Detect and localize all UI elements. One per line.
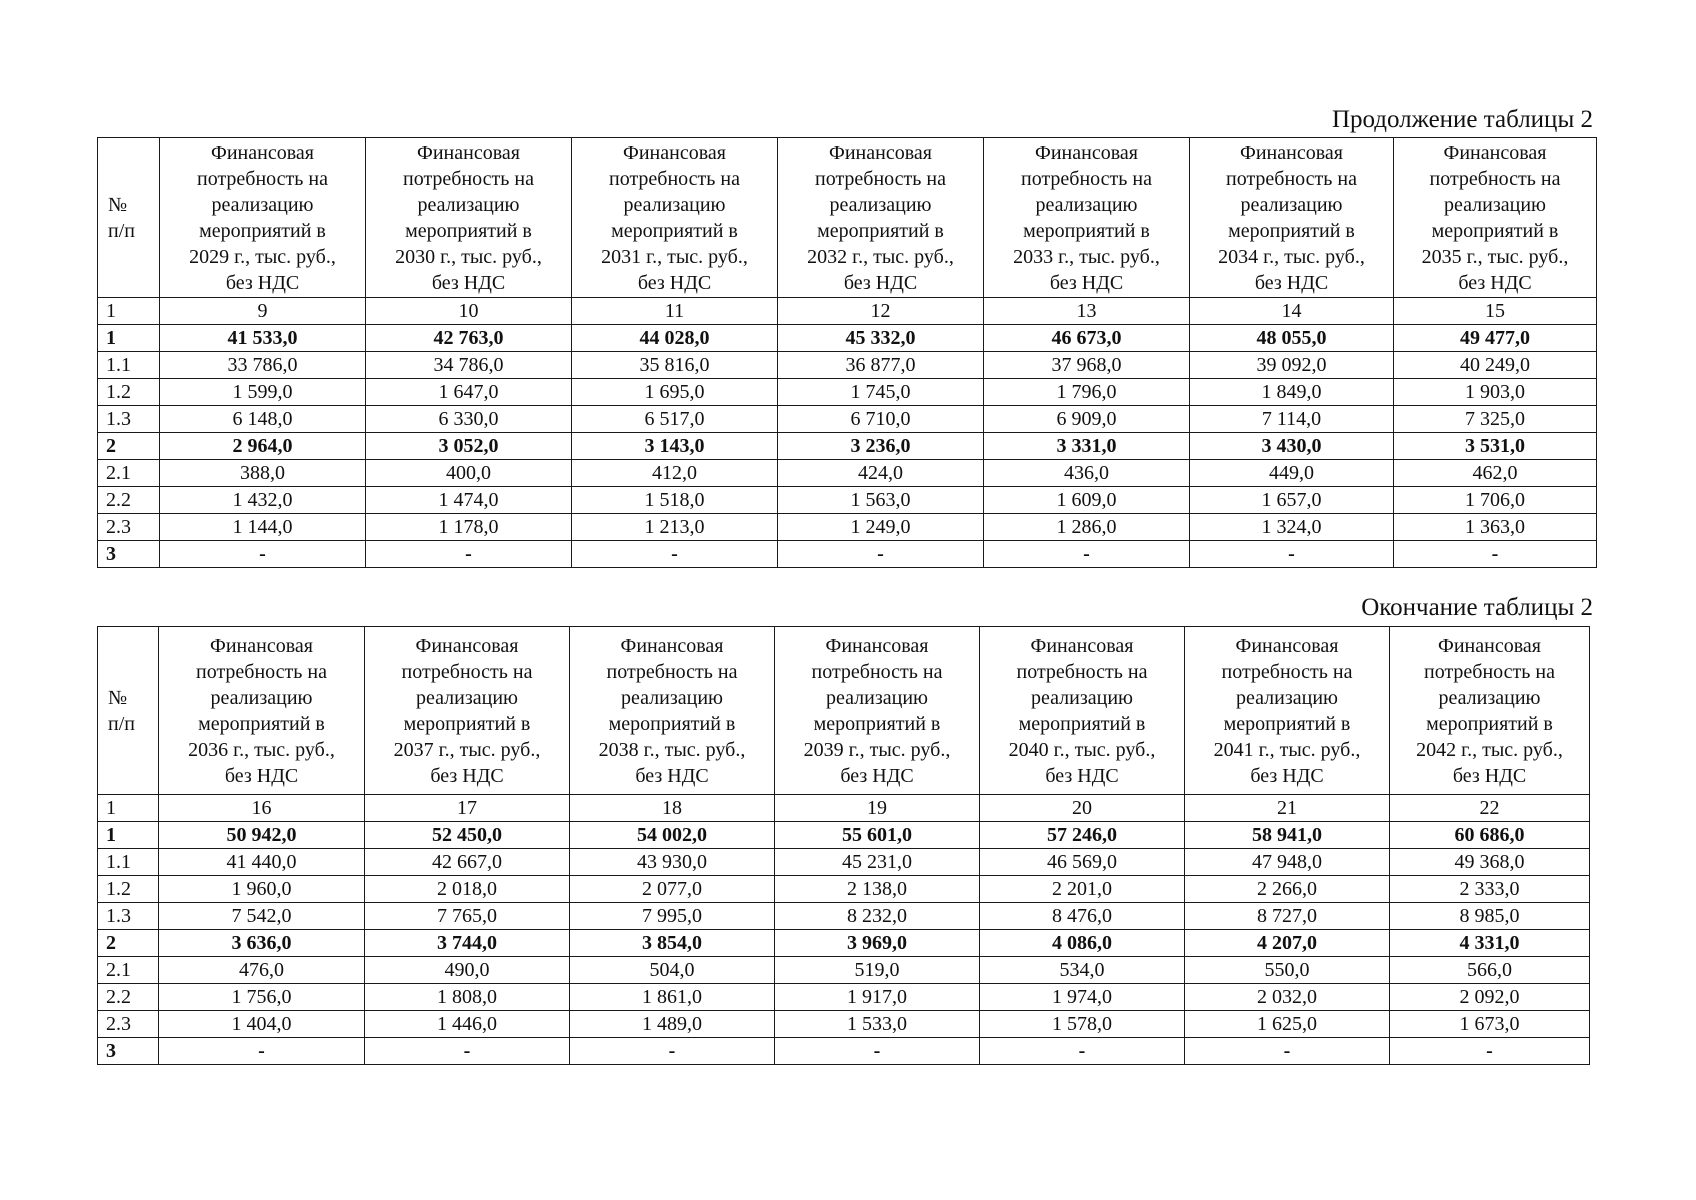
row-number-cell: 1 [98,822,159,849]
header-line: мероприятий в [1223,712,1351,735]
header-line: реализацию [829,193,932,216]
value-cell: 1 533,0 [775,1011,980,1038]
header-line: 2040 г., тыс. руб., [1008,738,1156,761]
value-cell: 1 808,0 [365,984,570,1011]
column-index-cell: 1 [98,298,160,325]
column-index-cell: 9 [160,298,366,325]
header-cell [775,627,980,795]
header-line: реализацию [1438,686,1541,709]
value-cell: 6 517,0 [572,406,778,433]
value-cell: 1 178,0 [366,514,572,541]
value-cell: 1 706,0 [1394,487,1597,514]
value-cell: 1 249,0 [778,514,984,541]
value-cell: 2 077,0 [570,876,775,903]
header-line: потребность на [1429,167,1561,190]
column-index-cell: 11 [572,298,778,325]
value-cell: - [572,541,778,568]
column-index-cell: 15 [1394,298,1597,325]
header-line: без НДС [840,764,914,787]
value-cell: 1 756,0 [159,984,365,1011]
header-line: п/п [108,219,135,242]
header-line: Финансовая [210,634,313,657]
value-cell: 534,0 [980,957,1185,984]
header-line: потребность на [1021,167,1152,190]
value-cell: - [570,1038,775,1065]
table-row [98,379,1597,406]
value-cell: 57 246,0 [980,822,1185,849]
row-number-cell: 1 [98,325,160,352]
value-cell: 33 786,0 [160,352,366,379]
header-line: реализацию [826,686,928,709]
value-cell: 8 985,0 [1390,903,1590,930]
value-cell: 1 974,0 [980,984,1185,1011]
header-cell [984,138,1190,298]
value-cell: - [1390,1038,1590,1065]
value-cell: 3 331,0 [984,433,1190,460]
header-line: 2036 г., тыс. руб., [188,738,335,761]
column-index-cell: 18 [570,795,775,822]
value-cell: 44 028,0 [572,325,778,352]
table-row [98,433,1597,460]
financial-table-ending [97,626,1590,1065]
row-number-cell: 3 [98,1038,159,1065]
value-cell: 1 849,0 [1190,379,1394,406]
header-line: п/п [108,712,135,735]
value-cell: 462,0 [1394,460,1597,487]
header-line: мероприятий в [198,712,325,735]
value-cell: 47 948,0 [1185,849,1390,876]
value-cell: - [159,1038,365,1065]
header-cell [159,627,365,795]
value-cell: 55 601,0 [775,822,980,849]
value-cell: 1 432,0 [160,487,366,514]
header-line: мероприятий в [813,712,941,735]
header-row [98,138,1597,298]
header-line: Финансовая [623,141,726,164]
value-cell: 45 332,0 [778,325,984,352]
header-line: Финансовая [1240,141,1343,164]
value-cell: 46 569,0 [980,849,1185,876]
value-cell: 1 917,0 [775,984,980,1011]
row-number-cell: 1.2 [98,876,159,903]
table-row [98,876,1590,903]
header-cell [365,627,570,795]
column-index-cell: 22 [1390,795,1590,822]
value-cell: 424,0 [778,460,984,487]
value-cell: 2 333,0 [1390,876,1590,903]
header-cell-number [98,138,160,298]
column-index-row [98,298,1597,325]
header-line: без НДС [1458,271,1532,294]
value-cell: 3 744,0 [365,930,570,957]
value-cell: - [1190,541,1394,568]
header-cell [1190,138,1394,298]
table-row [98,1038,1590,1065]
header-line: Финансовая [415,634,519,657]
value-cell: 2 266,0 [1185,876,1390,903]
header-line: Финансовая [620,634,724,657]
column-index-cell: 10 [366,298,572,325]
header-line: мероприятий в [611,219,738,242]
value-cell: - [778,541,984,568]
header-line: 2034 г., тыс. руб., [1218,245,1365,268]
header-line: Финансовая [1030,634,1134,657]
row-number-cell: 3 [98,541,160,568]
value-cell: 1 489,0 [570,1011,775,1038]
column-index-cell: 14 [1190,298,1394,325]
header-line: реализацию [621,686,723,709]
header-line: реализацию [417,193,520,216]
header-line: мероприятий в [1431,219,1559,242]
header-line: реализацию [623,193,726,216]
financial-table-continuation [97,137,1597,568]
header-line: без НДС [1250,764,1324,787]
column-index-row [98,795,1590,822]
value-cell: 2 138,0 [775,876,980,903]
row-number-cell: 1.3 [98,903,159,930]
header-line: реализацию [210,686,313,709]
value-cell: 1 446,0 [365,1011,570,1038]
value-cell: 1 599,0 [160,379,366,406]
value-cell: 1 324,0 [1190,514,1394,541]
header-line: Финансовая [1035,141,1138,164]
table-row [98,541,1597,568]
value-cell: 1 647,0 [366,379,572,406]
value-cell: - [160,541,366,568]
value-cell: 1 673,0 [1390,1011,1590,1038]
value-cell: 1 578,0 [980,1011,1185,1038]
table-row [98,514,1597,541]
header-line: реализацию [1444,193,1546,216]
header-cell [1394,138,1597,298]
value-cell: 40 249,0 [1394,352,1597,379]
header-line: 2029 г., тыс. руб., [189,245,336,268]
header-line: потребность на [609,167,740,190]
value-cell: 41 440,0 [159,849,365,876]
value-cell: 4 086,0 [980,930,1185,957]
header-line: № [108,686,128,709]
table-row [98,957,1590,984]
header-cell [160,138,366,298]
value-cell: 6 909,0 [984,406,1190,433]
row-number-cell: 2 [98,930,159,957]
header-line: мероприятий в [405,219,532,242]
header-line: 2038 г., тыс. руб., [598,738,746,761]
header-line: потребность на [401,660,533,683]
value-cell: 8 232,0 [775,903,980,930]
value-cell: 41 533,0 [160,325,366,352]
header-line: без НДС [637,271,712,294]
header-cell [1390,627,1590,795]
header-line: 2030 г., тыс. руб., [395,245,542,268]
column-index-cell: 16 [159,795,365,822]
table-row [98,1011,1590,1038]
value-cell: - [365,1038,570,1065]
row-number-cell: 2.2 [98,984,159,1011]
value-cell: 1 695,0 [572,379,778,406]
header-line: мероприятий в [1023,219,1150,242]
value-cell: 8 476,0 [980,903,1185,930]
value-cell: 3 969,0 [775,930,980,957]
row-number-cell: 1.1 [98,849,159,876]
column-index-cell: 19 [775,795,980,822]
header-line: мероприятий в [608,712,736,735]
column-index-cell: 13 [984,298,1190,325]
header-line: без НДС [1452,764,1527,787]
value-cell: 550,0 [1185,957,1390,984]
value-cell: 1 625,0 [1185,1011,1390,1038]
value-cell: 6 330,0 [366,406,572,433]
value-cell: 1 657,0 [1190,487,1394,514]
value-cell: 4 207,0 [1185,930,1390,957]
header-line: 2032 г., тыс. руб., [807,245,954,268]
header-line: 2033 г., тыс. руб., [1013,245,1160,268]
header-line: без НДС [225,271,300,294]
value-cell: 8 727,0 [1185,903,1390,930]
row-number-cell: 1.3 [98,406,160,433]
value-cell: - [1394,541,1597,568]
value-cell: 412,0 [572,460,778,487]
row-number-cell: 2.3 [98,514,160,541]
header-line: 2035 г., тыс. руб., [1421,245,1569,268]
value-cell: 1 518,0 [572,487,778,514]
row-number-cell: 1.2 [98,379,160,406]
value-cell: 490,0 [365,957,570,984]
header-line: реализацию [1035,193,1138,216]
value-cell: 388,0 [160,460,366,487]
value-cell: 449,0 [1190,460,1394,487]
header-line: реализацию [416,686,518,709]
table-row [98,903,1590,930]
value-cell: 49 477,0 [1394,325,1597,352]
table-row [98,460,1597,487]
value-cell: 1 286,0 [984,514,1190,541]
header-line: потребность на [815,167,946,190]
value-cell: 3 636,0 [159,930,365,957]
value-cell: 3 854,0 [570,930,775,957]
value-cell: 504,0 [570,957,775,984]
value-cell: 1 363,0 [1394,514,1597,541]
value-cell: 2 018,0 [365,876,570,903]
row-number-cell: 2.1 [98,957,159,984]
header-line: потребность на [197,167,328,190]
header-line: реализацию [1236,686,1338,709]
header-line: Финансовая [829,141,932,164]
table-row [98,849,1590,876]
value-cell: 1 903,0 [1394,379,1597,406]
value-cell: 3 531,0 [1394,433,1597,460]
header-line: Финансовая [1235,634,1339,657]
table-row [98,930,1590,957]
value-cell: 1 960,0 [159,876,365,903]
header-line: без НДС [224,764,299,787]
value-cell: 3 143,0 [572,433,778,460]
header-cell [1185,627,1390,795]
value-cell: 1 213,0 [572,514,778,541]
header-line: Финансовая [1438,634,1541,657]
value-cell: 1 745,0 [778,379,984,406]
table-row [98,984,1590,1011]
header-line: мероприятий в [817,219,944,242]
table-row [98,487,1597,514]
header-line: потребность на [606,660,738,683]
value-cell: 3 052,0 [366,433,572,460]
header-line: мероприятий в [403,712,531,735]
value-cell: 54 002,0 [570,822,775,849]
value-cell: 3 430,0 [1190,433,1394,460]
value-cell: 7 995,0 [570,903,775,930]
value-cell: 6 710,0 [778,406,984,433]
value-cell: 2 201,0 [980,876,1185,903]
value-cell: 60 686,0 [1390,822,1590,849]
header-line: потребность на [811,660,943,683]
value-cell: 35 816,0 [572,352,778,379]
column-index-cell: 17 [365,795,570,822]
value-cell: 519,0 [775,957,980,984]
value-cell: - [980,1038,1185,1065]
value-cell: 476,0 [159,957,365,984]
header-line: потребность на [1016,660,1148,683]
header-line: без НДС [431,271,506,294]
header-line: потребность на [1226,167,1357,190]
header-line: 2039 г., тыс. руб., [803,738,951,761]
value-cell: 1 861,0 [570,984,775,1011]
header-line: без НДС [1049,271,1124,294]
header-line: 2041 г., тыс. руб., [1213,738,1361,761]
header-line: Финансовая [417,141,520,164]
column-index-cell: 12 [778,298,984,325]
header-cell [980,627,1185,795]
header-line: без НДС [635,764,709,787]
header-line: мероприятий в [1228,219,1355,242]
column-index-cell: 20 [980,795,1185,822]
header-line: без НДС [843,271,918,294]
header-cell [570,627,775,795]
value-cell: 400,0 [366,460,572,487]
header-line: Финансовая [1443,141,1547,164]
value-cell: 7 542,0 [159,903,365,930]
header-line: Финансовая [825,634,929,657]
row-number-cell: 2.2 [98,487,160,514]
header-line: мероприятий в [199,219,326,242]
value-cell: 46 673,0 [984,325,1190,352]
value-cell: - [984,541,1190,568]
value-cell: 49 368,0 [1390,849,1590,876]
header-line: потребность на [1221,660,1353,683]
table-row [98,325,1597,352]
value-cell: 2 964,0 [160,433,366,460]
header-line: 2031 г., тыс. руб., [601,245,748,268]
row-number-cell: 2.3 [98,1011,159,1038]
header-cell-number [98,627,159,795]
row-number-cell: 1.1 [98,352,160,379]
value-cell: 39 092,0 [1190,352,1394,379]
column-index-cell: 21 [1185,795,1390,822]
header-line: реализацию [211,193,314,216]
value-cell: - [775,1038,980,1065]
header-line: Финансовая [211,141,314,164]
header-cell [778,138,984,298]
value-cell: 37 968,0 [984,352,1190,379]
value-cell: 6 148,0 [160,406,366,433]
header-line: 2037 г., тыс. руб., [393,738,541,761]
row-number-cell: 2 [98,433,160,460]
table-caption-ending: Окончание таблицы 2 [1361,594,1593,621]
value-cell: 7 765,0 [365,903,570,930]
value-cell: 1 563,0 [778,487,984,514]
header-line: реализацию [1031,686,1133,709]
table-row [98,406,1597,433]
value-cell: 7 114,0 [1190,406,1394,433]
column-index-cell: 1 [98,795,159,822]
header-line: потребность на [1424,660,1555,683]
header-cell [572,138,778,298]
value-cell: 3 236,0 [778,433,984,460]
value-cell: 45 231,0 [775,849,980,876]
header-cell [366,138,572,298]
value-cell: 1 474,0 [366,487,572,514]
value-cell: 7 325,0 [1394,406,1597,433]
value-cell: 4 331,0 [1390,930,1590,957]
header-line: без НДС [1254,271,1329,294]
value-cell: 36 877,0 [778,352,984,379]
value-cell: 566,0 [1390,957,1590,984]
header-line: без НДС [1045,764,1119,787]
value-cell: 1 404,0 [159,1011,365,1038]
value-cell: 52 450,0 [365,822,570,849]
value-cell: 58 941,0 [1185,822,1390,849]
value-cell: 1 609,0 [984,487,1190,514]
value-cell: 436,0 [984,460,1190,487]
value-cell: 42 763,0 [366,325,572,352]
value-cell: 1 144,0 [160,514,366,541]
row-number-cell: 2.1 [98,460,160,487]
header-line: мероприятий в [1426,712,1553,735]
header-line: потребность на [403,167,534,190]
table-caption-continuation: Продолжение таблицы 2 [1331,106,1593,133]
value-cell: 34 786,0 [366,352,572,379]
header-line: реализацию [1240,193,1343,216]
value-cell: - [366,541,572,568]
header-line: потребность на [196,660,327,683]
value-cell: 42 667,0 [365,849,570,876]
header-line: мероприятий в [1018,712,1146,735]
value-cell: 1 796,0 [984,379,1190,406]
header-row [98,627,1590,795]
value-cell: - [1185,1038,1390,1065]
value-cell: 43 930,0 [570,849,775,876]
table-row [98,822,1590,849]
table-row [98,352,1597,379]
header-line: № [108,193,128,216]
value-cell: 48 055,0 [1190,325,1394,352]
header-line: без НДС [430,764,504,787]
value-cell: 50 942,0 [159,822,365,849]
header-line: 2042 г., тыс. руб., [1416,738,1563,761]
value-cell: 2 092,0 [1390,984,1590,1011]
value-cell: 2 032,0 [1185,984,1390,1011]
